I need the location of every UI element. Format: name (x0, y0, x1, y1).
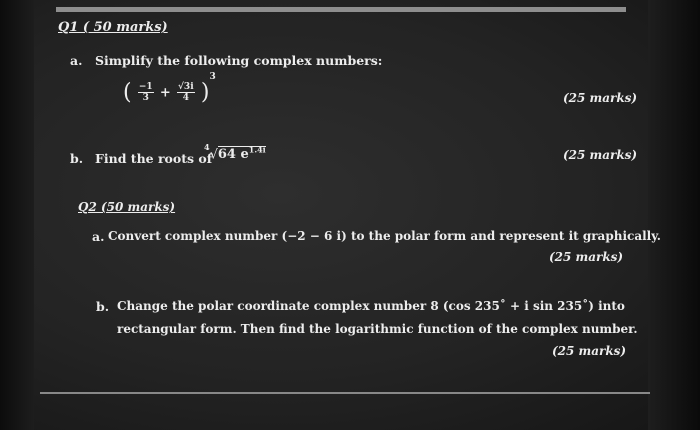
q1a-marker: a. (70, 53, 83, 68)
q1a-fraction-1: $\frac{-1}{3}$ (138, 82, 153, 103)
q2b-line2: rectangular form. Then find the logarithmic function of the complex number. (117, 322, 638, 336)
q1b-marker: b. (70, 151, 84, 166)
q1a-marks: (25 marks) (563, 91, 638, 105)
top-rule (56, 7, 626, 12)
q2b-marker: b. (96, 299, 110, 314)
q2a-marks: (25 marks) (549, 250, 624, 264)
q1a-expression: ( $\frac{-1}{3}$ + $\frac{√3i}{4}$ )$^3$ (123, 71, 216, 105)
q1b-expression: $^4$√64 $e^{1.4i}$ (204, 142, 266, 163)
q2b-line1: Change the polar coordinate complex number 8 (cos 235˚ + i sin 235˚) into (117, 299, 625, 313)
q2a-text: Convert complex number (−2 − 6 i) to the polar form and represent it graphically. (108, 229, 661, 243)
q1-heading: Q1 ( 50 marks) (58, 20, 168, 35)
q1b-text: Find the roots of (95, 151, 213, 166)
q1a-fraction-2: $\frac{√3i}{4}$ (178, 82, 194, 103)
bottom-rule (40, 392, 650, 394)
q2b-marks: (25 marks) (552, 344, 627, 358)
q1a-text: Simplify the following complex numbers: (95, 53, 383, 68)
monitor-bezel-left (0, 0, 34, 430)
q1b-marks: (25 marks) (563, 148, 638, 162)
q2a-marker: a. (92, 229, 105, 244)
monitor-bezel-right (648, 0, 700, 430)
q2-heading: Q2 (50 marks) (78, 200, 176, 214)
